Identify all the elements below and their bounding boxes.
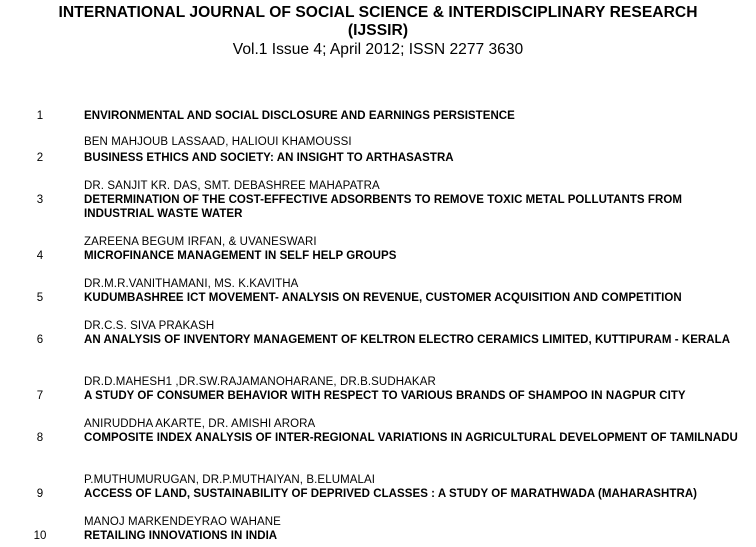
article-title[interactable]: KUDUMBASHREE ICT MOVEMENT- ANALYSIS ON REVENUE, CUSTOMER ACQUISITION AND COMPETITION <box>84 292 682 304</box>
article-authors: ZAREENA BEGUM IRFAN, & UVANESWARI <box>84 236 317 248</box>
article-authors: DR.D.MAHESH1 ,DR.SW.RAJAMANOHARANE, DR.B.SUDHAKAR <box>84 376 436 388</box>
article-title[interactable]: ENVIRONMENTAL AND SOCIAL DISCLOSURE AND EARNINGS PERSISTENCE <box>84 110 515 122</box>
article-authors: DR.M.R.VANITHAMANI, MS. K.KAVITHA <box>84 278 299 290</box>
entry-number: 4 <box>36 250 44 262</box>
article-authors: P.MUTHUMURUGAN, DR.P.MUTHAIYAN, B.ELUMALAI <box>84 474 376 486</box>
volume-info: Vol.1 Issue 4; April 2012; ISSN 2277 3630 <box>232 41 524 58</box>
article-title[interactable]: BUSINESS ETHICS AND SOCIETY: AN INSIGHT TO ARTHASASTRA <box>84 152 454 164</box>
article-title[interactable]: AN ANALYSIS OF INVENTORY MANAGEMENT OF KELTRON ELECTRO CERAMICS LIMITED, KUTTIPURAM - KERALA <box>84 334 731 346</box>
article-title[interactable]: COMPOSITE INDEX ANALYSIS OF INTER-REGIONAL VARIATIONS IN AGRICULTURAL DEVELOPMENT OF TAMILNADU <box>84 432 738 444</box>
article-authors: BEN MAHJOUB LASSAAD, HALIOUI KHAMOUSSI <box>84 136 352 148</box>
entry-number: 6 <box>36 334 44 346</box>
article-authors: MANOJ MARKENDEYRAO WAHANE <box>84 516 281 528</box>
entry-number: 5 <box>36 292 44 304</box>
article-authors: DR.C.S. SIVA PRAKASH <box>84 320 215 332</box>
article-title[interactable]: A STUDY OF CONSUMER BEHAVIOR WITH RESPECT TO VARIOUS BRANDS OF SHAMPOO IN NAGPUR CITY <box>84 390 686 402</box>
article-title[interactable]: RETAILING INNOVATIONS IN INDIA <box>84 530 278 542</box>
entry-number: 2 <box>36 152 44 164</box>
entry-number: 8 <box>36 432 44 444</box>
entry-number: 1 <box>36 110 44 122</box>
article-title[interactable]: ACCESS OF LAND, SUSTAINABILITY OF DEPRIVED CLASSES : A STUDY OF MARATHWADA (MAHARASHTRA) <box>84 488 698 500</box>
article-title[interactable]: DETERMINATION OF THE COST-EFFECTIVE ADSORBENTS TO REMOVE TOXIC METAL POLLUTANTS FROM INDUSTRIAL WASTE WATER <box>84 194 682 220</box>
journal-title-text: INTERNATIONAL JOURNAL OF SOCIAL SCIENCE & INTERDISCIPLINARY RESEARCH <box>58 4 698 21</box>
entry-number: 7 <box>36 390 44 402</box>
journal-abbreviation: (IJSSIR) <box>347 22 409 39</box>
article-title[interactable]: MICROFINANCE MANAGEMENT IN SELF HELP GROUPS <box>84 250 397 262</box>
entry-number: 3 <box>36 194 44 206</box>
article-authors: ANIRUDDHA AKARTE, DR. AMISHI ARORA <box>84 418 316 430</box>
article-authors: DR. SANJIT KR. DAS, SMT. DEBASHREE MAHAPATRA <box>84 180 380 192</box>
entry-number: 10 <box>33 530 47 542</box>
entry-number: 9 <box>36 488 44 500</box>
